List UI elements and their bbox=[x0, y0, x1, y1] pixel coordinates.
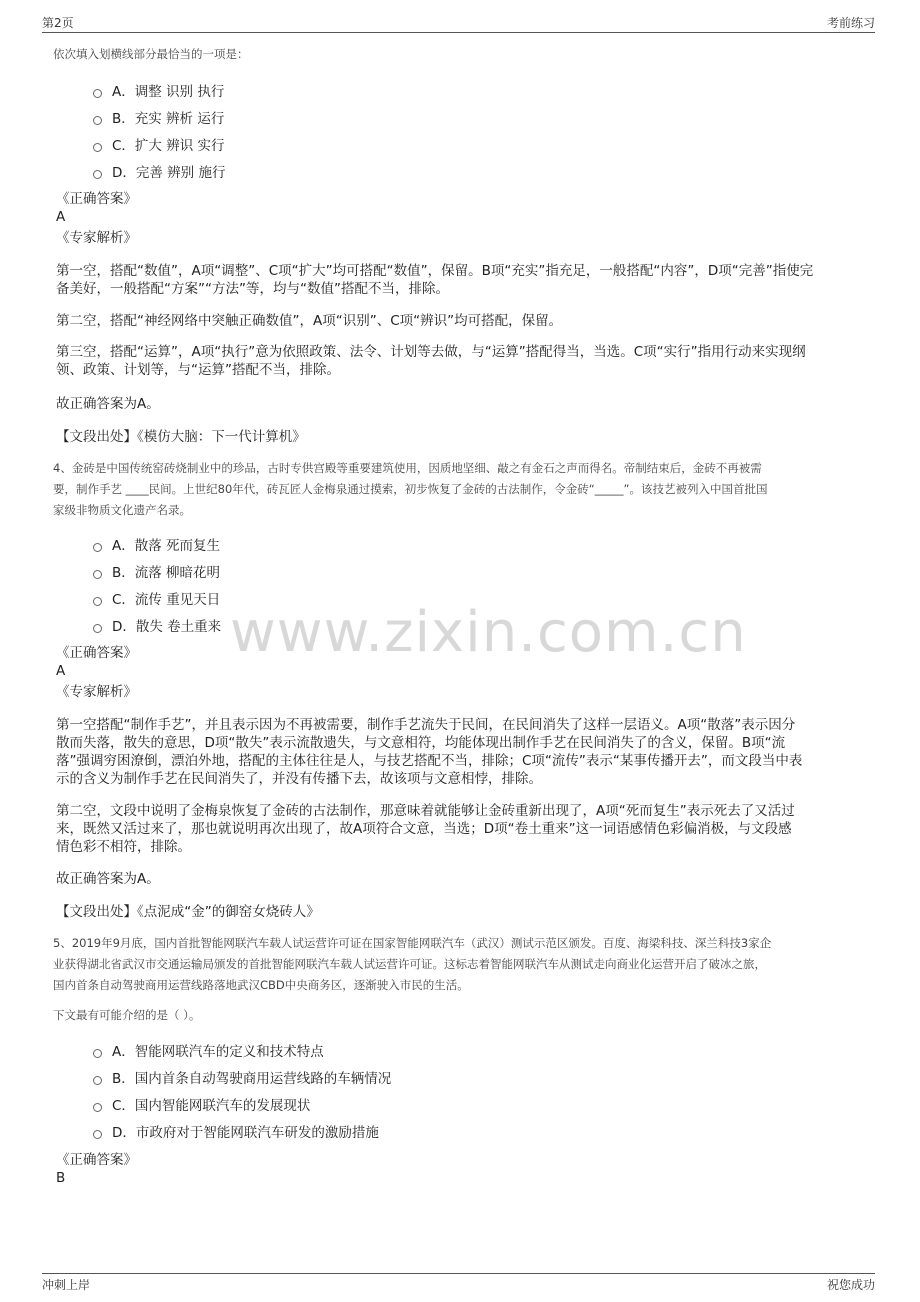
radio-icon[interactable] bbox=[93, 597, 102, 606]
page-footer bbox=[42, 1273, 875, 1294]
q5-answer-label: 《正确答案》 bbox=[56, 1152, 137, 1168]
q5-option-d[interactable] bbox=[93, 1121, 379, 1141]
q5-prompt: 下文最有可能介绍的是（ ）。 bbox=[53, 1008, 201, 1022]
q4-analysis-label: 《专家解析》 bbox=[56, 684, 137, 700]
q5-option-b[interactable] bbox=[93, 1067, 391, 1087]
q3-option-c[interactable] bbox=[93, 134, 225, 154]
q3-source: 【文段出处】《模仿大脑：下一代计算机》 bbox=[56, 429, 306, 445]
q5-answer: B bbox=[56, 1170, 66, 1186]
q3-prompt: 依次填入划横线部分最恰当的一项是： bbox=[53, 47, 249, 61]
q3-analysis-line: 第二空，搭配“神经网络中突触正确数值”，A项“识别”、C项“辨识”均可搭配，保留。 bbox=[56, 313, 563, 329]
radio-icon[interactable] bbox=[93, 116, 102, 125]
q3-analysis-line: 第一空，搭配“数值”，A项“调整”、C项“扩大”均可搭配“数值”，保留。B项“充实”指充足，一般搭配“内容”，D项“完善”指使完 bbox=[56, 263, 814, 279]
q4-stem-line: 家级非物质文化遗产名录。 bbox=[53, 503, 191, 517]
q4-analysis-line: 来，既然又活过来了，那也就说明再次出现了，故A项符合文意，当选；D项“卷土重来”这一词语感情色彩偏消极，与文段感 bbox=[56, 821, 792, 837]
q4-source: 【文段出处】《点泥成“金”的御窑女烧砖人》 bbox=[56, 904, 320, 920]
option-label: D．市政府对于智能网联汽车研发的激励措施 bbox=[112, 1125, 379, 1141]
radio-icon[interactable] bbox=[93, 143, 102, 152]
radio-icon[interactable] bbox=[93, 1103, 102, 1112]
page-header bbox=[42, 14, 875, 33]
option-label: A．散落 死而复生 bbox=[112, 538, 221, 554]
q3-conclusion: 故正确答案为A。 bbox=[56, 396, 160, 412]
q4-conclusion: 故正确答案为A。 bbox=[56, 871, 160, 887]
radio-icon[interactable] bbox=[93, 543, 102, 552]
q4-analysis-line: 第二空，文段中说明了金梅泉恢复了金砖的古法制作，那意味着就能够让金砖重新出现了，A项“死而复生”表示死去了又活过 bbox=[56, 803, 795, 819]
option-label: A．调整 识别 执行 bbox=[112, 84, 225, 100]
option-label: D．完善 辨别 施行 bbox=[112, 165, 226, 181]
q4-analysis-line: 情色彩不相符，排除。 bbox=[56, 839, 191, 855]
q4-option-c[interactable] bbox=[93, 588, 220, 608]
radio-icon[interactable] bbox=[93, 1049, 102, 1058]
option-label: C．扩大 辨识 实行 bbox=[112, 138, 225, 154]
q4-analysis-line: 示的含义为制作手艺在民间消失了，并没有传播下去，故该项与文意相悖，排除。 bbox=[56, 771, 542, 787]
radio-icon[interactable] bbox=[93, 170, 102, 179]
q4-analysis-line: 第一空搭配“制作手艺”，并且表示因为不再被需要，制作手艺流失于民间，在民间消失了这样一层语义。A项“散落”表示因分 bbox=[56, 717, 796, 733]
q3-analysis-label: 《专家解析》 bbox=[56, 230, 137, 246]
radio-icon[interactable] bbox=[93, 1130, 102, 1139]
q3-option-a[interactable] bbox=[93, 80, 224, 100]
option-label: B．国内首条自动驾驶商用运营线路的车辆情况 bbox=[112, 1071, 392, 1087]
q4-analysis-line: 散而失落，散失的意思，D项“散失”表示流散遗失，与文意相符，均能体现出制作手艺在民间消失了的含义，保留。B项“流 bbox=[56, 735, 786, 751]
watermark: www.zixin.com.cn bbox=[230, 600, 747, 665]
option-label: C．国内智能网联汽车的发展现状 bbox=[112, 1098, 311, 1114]
q3-answer-label: 《正确答案》 bbox=[56, 191, 137, 207]
q4-stem-line: 要，制作手艺 ____民间。上世纪80年代，砖瓦匠人金梅泉通过摸索，初步恢复了金砖的古法制作，令金砖“_____”。该技艺被列入中国首批国 bbox=[53, 482, 768, 496]
radio-icon[interactable] bbox=[93, 624, 102, 633]
q3-analysis-line: 第三空，搭配“运算”，A项“执行”意为依照政策、法令、计划等去做，与“运算”搭配得当，当选。C项“实行”指用行动来实现纲 bbox=[56, 344, 806, 360]
q3-option-b[interactable] bbox=[93, 107, 224, 127]
option-label: C．流传 重见天日 bbox=[112, 592, 221, 608]
radio-icon[interactable] bbox=[93, 89, 102, 98]
q5-stem-line: 业获得湖北省武汉市交通运输局颁发的首批智能网联汽车载人试运营许可证。这标志着智能网联汽车从测试走向商业化运营开启了破冰之旅， bbox=[53, 957, 766, 971]
page-number: 第2页 bbox=[42, 16, 74, 30]
q4-answer: A bbox=[56, 663, 66, 679]
q3-answer: A bbox=[56, 209, 66, 225]
q5-stem-line: 5、2019年9月底，国内首批智能网联汽车载人试运营许可证在国家智能网联汽车（武汉）测试示范区颁发。百度、海梁科技、深兰科技3家企 bbox=[53, 936, 772, 950]
q4-stem-line: 4、金砖是中国传统窑砖烧制业中的珍品，古时专供宫殿等重要建筑使用，因质地坚细、敲之有金石之声而得名。帝制结束后，金砖不再被需 bbox=[53, 461, 762, 475]
radio-icon[interactable] bbox=[93, 1076, 102, 1085]
q3-analysis-line: 领、政策、计划等，与“运算”搭配不当，排除。 bbox=[56, 362, 340, 378]
q4-option-a[interactable] bbox=[93, 534, 220, 554]
q4-option-d[interactable] bbox=[93, 615, 221, 635]
option-label: D．散失 卷土重来 bbox=[112, 619, 222, 635]
q4-answer-label: 《正确答案》 bbox=[56, 645, 137, 661]
q5-stem-line: 国内首条自动驾驶商用运营线路落地武汉CBD中央商务区，逐渐驶入市民的生活。 bbox=[53, 978, 469, 992]
header-title: 考前练习 bbox=[826, 16, 875, 30]
q4-option-b[interactable] bbox=[93, 561, 220, 581]
q5-option-a[interactable] bbox=[93, 1040, 324, 1060]
footer-right-text: 祝您成功 bbox=[826, 1278, 875, 1292]
option-label: B．充实 辨析 运行 bbox=[112, 111, 225, 127]
option-label: B．流落 柳暗花明 bbox=[112, 565, 221, 581]
footer-left-text: 冲刺上岸 bbox=[42, 1278, 91, 1292]
option-label: A．智能网联汽车的定义和技术特点 bbox=[112, 1044, 324, 1060]
radio-icon[interactable] bbox=[93, 570, 102, 579]
q3-analysis-line: 备美好，一般搭配“方案”“方法”等，均与“数值”搭配不当，排除。 bbox=[56, 281, 449, 297]
q4-analysis-line: 落”强调穷困潦倒，漂泊外地，搭配的主体往往是人，与技艺搭配不当，排除；C项“流传”表示“某事传播开去”，而文段当中表 bbox=[56, 753, 803, 769]
q5-option-c[interactable] bbox=[93, 1094, 310, 1114]
q3-option-d[interactable] bbox=[93, 161, 225, 181]
